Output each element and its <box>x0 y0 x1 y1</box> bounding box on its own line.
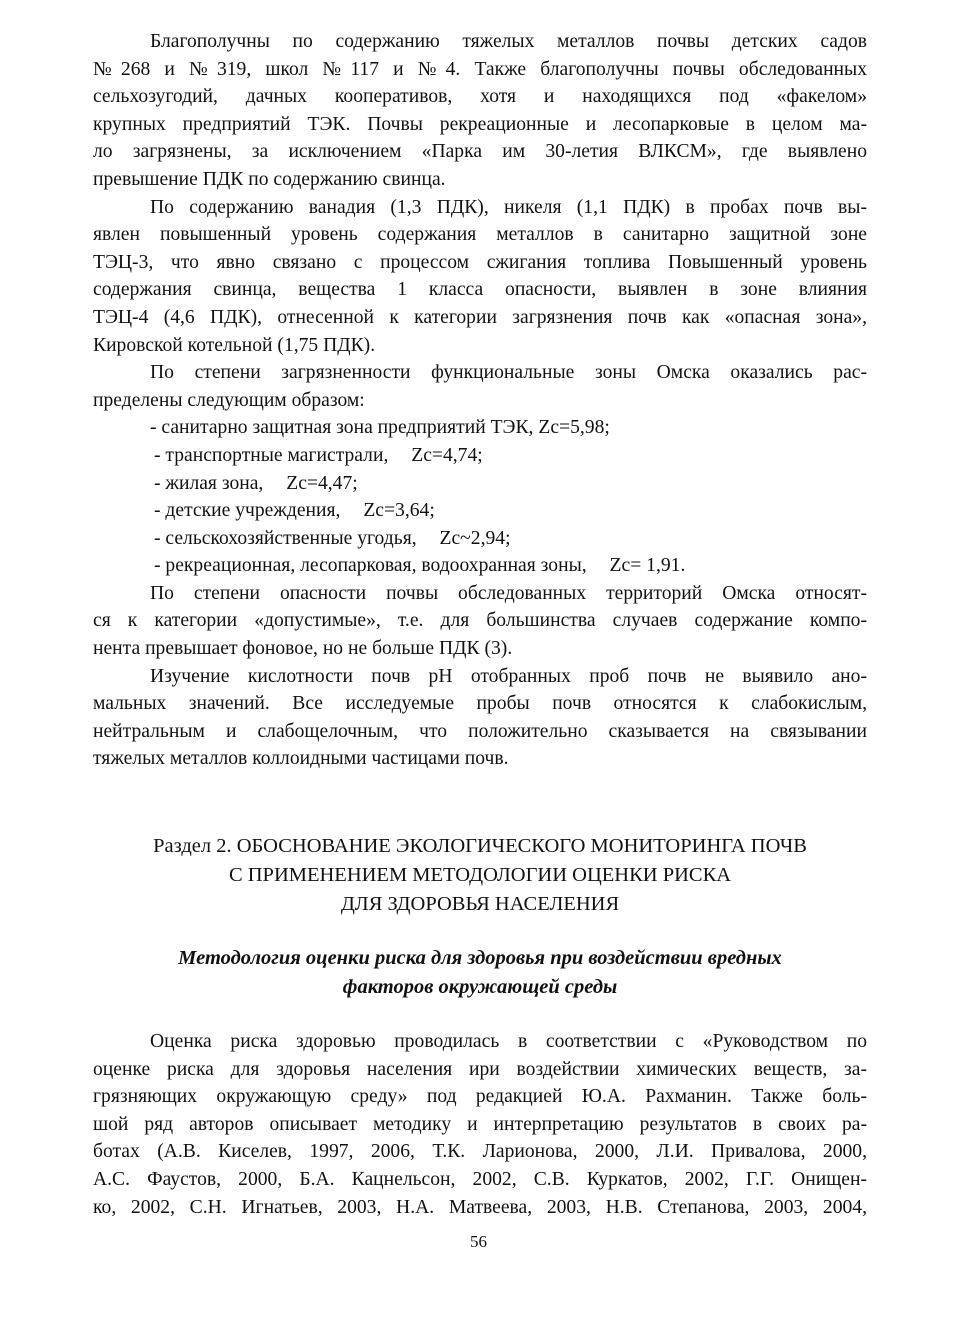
text-line: Оценка риска здоровью проводилась в соответствии с «Руководством по <box>150 1031 867 1052</box>
text-line: ло загрязнены, за исключением «Парка им 30-летия ВЛКСМ», где выявлено <box>93 141 867 163</box>
zone-label: - транспортные магистрали, <box>154 444 389 466</box>
zone-value: Zc=4,47; <box>286 472 358 494</box>
section-title <box>93 832 867 919</box>
list-item <box>93 442 867 470</box>
list-item <box>93 497 867 525</box>
paragraph-danger-level <box>93 580 867 663</box>
text-line: №268 и №319, школ №117 и №4. Также благополучны почвы обследованных <box>93 58 867 80</box>
zone-value: Zc=4,74; <box>411 444 483 466</box>
page-body-top <box>93 28 867 773</box>
paragraph-vanadium-nickel <box>93 194 867 360</box>
page-body-bottom <box>93 1028 867 1221</box>
zone-value: Zc=5,98; <box>538 417 610 439</box>
zone-value: Zc= 1,91. <box>609 555 686 577</box>
text-line: ТЭЦ-4 (4,6 ПДК), отнесенной к категории загрязнения почв как «опасная зона», <box>93 306 867 328</box>
paragraph-acidity <box>93 663 867 773</box>
subsection-title-line: Методология оценки риска для здоровья при воздействии вредных <box>178 947 782 969</box>
text-line: По степени загрязненности функциональные зоны Омска оказались рас- <box>150 362 867 384</box>
text-line: пределены следующим образом: <box>93 389 365 411</box>
zone-label: - санитарно защитная зона предприятий ТЭК, <box>150 417 534 439</box>
page-number: 56 <box>470 1232 487 1251</box>
zone-label: - рекреационная, лесопарковая, водоохранная зоны, <box>154 555 587 577</box>
text-line: сельхозугодий, дачных кооперативов, хотя и находящихся под «факелом» <box>93 86 867 108</box>
text-line: По содержанию ванадия (1,3 ПДК), никеля (1,1 ПДК) в пробах почв вы- <box>150 196 867 218</box>
paragraph-soil-wellbeing <box>93 28 867 194</box>
text-line: ТЭЦ-3, что явно связано с процессом сжигания топлива Повышенный уровень <box>93 251 867 273</box>
text-line: грязняющих окружающую среду» под редакцией Ю.А. Рахманин. Также боль- <box>93 1086 867 1108</box>
text-line: Кировской котельной (1,75 ПДК). <box>93 334 376 356</box>
text-line: тяжелых металлов коллоидными частицами почв. <box>93 748 509 770</box>
text-line: ботах (А.В. Киселев, 1997, 2006, Т.К. Ларионова, 2000, Л.И. Привалова, 2000, <box>93 1141 867 1163</box>
paragraph-risk-assessment <box>93 1028 867 1221</box>
zone-value: Zc~2,94; <box>439 527 511 549</box>
zone-label: - детские учреждения, <box>154 500 341 522</box>
subsection-title-line: факторов окружающей среды <box>342 976 618 998</box>
text-line: По степени опасности почвы обследованных территорий Омска относят- <box>150 582 867 604</box>
text-line: явлен повышенный уровень содержания металлов в санитарно защитной зоне <box>93 224 867 246</box>
section-title-line: Раздел 2. ОБОСНОВАНИЕ ЭКОЛОГИЧЕСКОГО МОНИТОРИНГА ПОЧВ <box>153 835 807 857</box>
paragraph-zone-distribution <box>93 359 867 414</box>
section-title-line: ДЛЯ ЗДОРОВЬЯ НАСЕЛЕНИЯ <box>340 893 620 915</box>
subsection-title <box>93 944 867 1002</box>
text-line: оценке риска для здоровья населения ири воздействии химических веществ, за- <box>93 1058 867 1080</box>
list-item <box>93 470 867 498</box>
text-line: превышение ПДК по содержанию свинца. <box>93 168 446 190</box>
text-line: Изучение кислотности почв рН отобранных проб почв не выявило ано- <box>150 665 867 687</box>
text-line: шой ряд авторов описывает методику и интерпретацию результатов в своих ра- <box>93 1113 867 1135</box>
text-line: содержания свинца, вещества 1 класса опасности, выявлен в зоне влияния <box>93 279 867 301</box>
text-line: крупных предприятий ТЭК. Почвы рекреационные и лесопарковые в целом ма- <box>93 113 867 135</box>
text-line: Благополучны по содержанию тяжелых металлов почвы детских садов <box>150 31 867 52</box>
zone-list <box>93 414 867 580</box>
text-line: нента превышает фоновое, но не больше ПДК (3). <box>93 638 513 660</box>
text-line: нейтральным и слабощелочным, что положительно сказывается на связывании <box>93 720 867 742</box>
list-item <box>93 552 867 580</box>
zone-value: Zc=3,64; <box>363 500 435 522</box>
text-line: ко, 2002, С.Н. Игнатьев, 2003, Н.А. Матвеева, 2003, Н.В. Степанова, 2003, 2004, <box>93 1196 867 1218</box>
section-title-line: С ПРИМЕНЕНИЕМ МЕТОДОЛОГИИ ОЦЕНКИ РИСКА <box>228 864 732 886</box>
text-line: А.С. Фаустов, 2000, Б.А. Кацнельсон, 2002, С.В. Куркатов, 2002, Г.Г. Онищен- <box>93 1168 867 1190</box>
list-item <box>93 414 867 442</box>
zone-label: - сельскохозяйственные угодья, <box>154 527 417 549</box>
text-line: ся к категории «допустимые», т.е. для большинства случаев содержание компо- <box>93 610 867 632</box>
list-item <box>93 525 867 553</box>
zone-label: - жилая зона, <box>154 472 264 494</box>
text-line: мальных значений. Все исследуемые пробы почв относятся к слабокислым, <box>93 693 867 715</box>
